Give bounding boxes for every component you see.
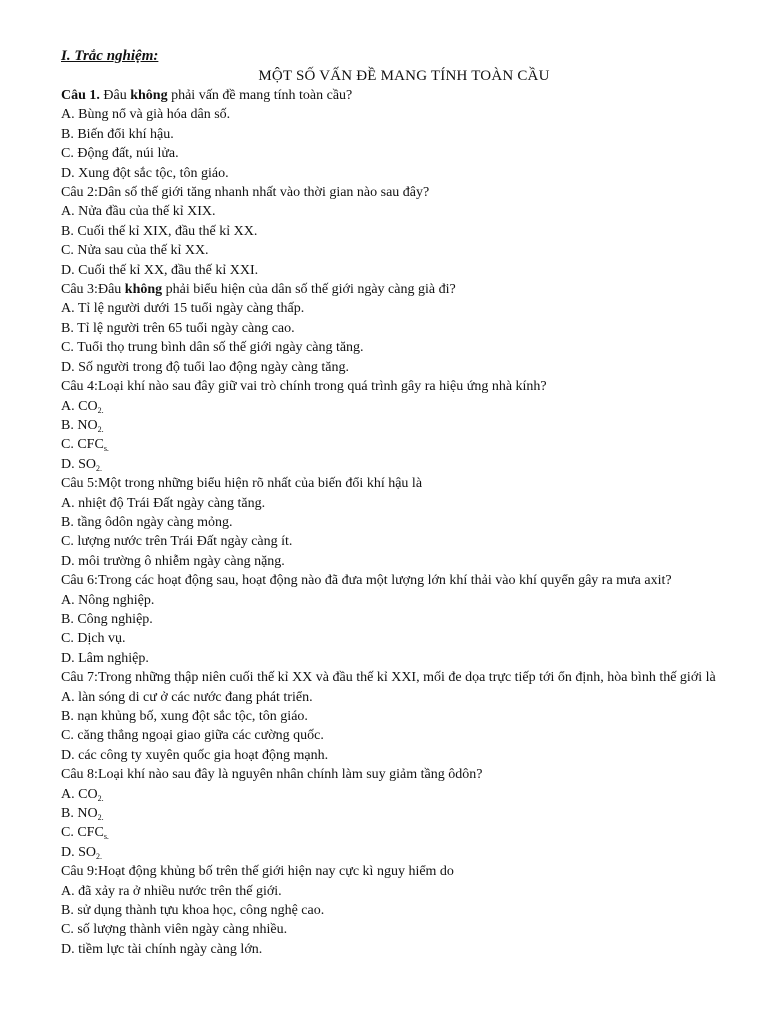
question-text: Đâu <box>97 282 125 298</box>
answer-option-b <box>61 125 741 144</box>
answer-option-a <box>61 299 741 318</box>
question-6 <box>61 571 741 668</box>
answer-option-a <box>61 397 741 416</box>
answer-option-c <box>61 241 741 260</box>
question-label: Câu 4: <box>61 379 98 395</box>
option-text: B. NO <box>61 806 98 822</box>
answer-option-a <box>61 785 741 804</box>
question-stem <box>61 668 741 687</box>
answer-option-c <box>61 823 741 842</box>
question-stem <box>61 377 741 396</box>
formula-subscript: 2. <box>97 424 104 434</box>
answer-option-b <box>61 319 741 338</box>
answer-option-d <box>61 455 741 474</box>
option-text: A. Nửa đầu của thế kỉ XIX. <box>61 204 216 220</box>
answer-option-a <box>61 882 741 901</box>
option-text: C. căng thẳng ngoại giao giữa các cường quốc. <box>61 728 324 744</box>
question-text: phải vấn đề mang tính toàn cầu? <box>167 88 353 103</box>
option-text: C. Nửa sau của thế kỉ XX. <box>61 243 209 259</box>
question-2 <box>61 183 741 280</box>
answer-option-d <box>61 164 741 183</box>
answer-option-c <box>61 532 741 551</box>
formula-subscript: 2. <box>96 851 103 861</box>
option-text: B. sử dụng thành tựu khoa học, công nghệ cao. <box>61 903 325 919</box>
question-text: Trong những thập niên cuối thế kỉ XX và đầu thế kỉ XXI, mối đe dọa trực tiếp tới ổn định, hòa bình thế giới là <box>97 670 716 686</box>
section-heading: I. Trắc nghiệm: <box>61 48 159 64</box>
answer-option-b <box>61 804 741 823</box>
option-text: B. Cuối thế kỉ XIX, đầu thế kỉ XX. <box>61 223 258 239</box>
question-text: Trong các hoạt động sau, hoạt động nào đã đưa một lượng lớn khí thải vào khí quyển gây ra mưa axit? <box>97 573 672 589</box>
formula-subscript: s. <box>103 832 109 842</box>
answer-option-c <box>61 144 741 163</box>
option-text: A. CO <box>61 786 98 802</box>
question-9 <box>61 862 741 959</box>
option-text: C. lượng nước trên Trái Đất ngày càng ít. <box>61 534 293 550</box>
question-stem <box>61 280 741 299</box>
answer-option-d <box>61 261 741 280</box>
question-emphasis: không <box>124 282 163 298</box>
question-text: Dân số thế giới tăng nhanh nhất vào thời gian nào sau đây? <box>97 185 430 201</box>
formula-subscript: 2. <box>96 463 103 473</box>
option-text: D. Xung đột sắc tộc, tôn giáo. <box>61 165 229 181</box>
option-text: A. nhiệt độ Trái Đất ngày càng tăng. <box>61 495 266 511</box>
question-label: Câu 3: <box>61 282 98 298</box>
question-3 <box>61 280 741 377</box>
option-text: C. Dịch vụ. <box>61 631 126 647</box>
answer-option-d <box>61 649 741 668</box>
answer-option-d <box>61 746 741 765</box>
option-text: D. môi trường ô nhiễm ngày càng nặng. <box>61 553 285 569</box>
question-stem <box>61 183 741 202</box>
answer-option-a <box>61 105 741 124</box>
question-label: Câu 2: <box>61 185 98 201</box>
answer-option-b <box>61 416 741 435</box>
option-text: A. Bùng nổ và già hóa dân số. <box>61 107 231 123</box>
answer-option-c <box>61 629 741 648</box>
question-label: Câu 8: <box>61 767 98 783</box>
question-text: Một trong những biểu hiện rõ nhất của biến đổi khí hậu là <box>97 476 423 492</box>
answer-option-b <box>61 707 741 726</box>
answer-option-b <box>61 513 741 532</box>
question-text: Hoạt động khủng bố trên thế giới hiện nay cực kì nguy hiểm do <box>97 864 454 880</box>
option-text: A. làn sóng di cư ở các nước đang phát triển. <box>61 689 313 705</box>
question-stem <box>61 86 741 105</box>
option-text: C. số lượng thành viên ngày càng nhiều. <box>61 922 288 938</box>
question-stem <box>61 474 741 493</box>
question-8 <box>61 765 741 862</box>
option-text: B. Công nghiệp. <box>61 611 153 627</box>
question-1 <box>61 86 741 183</box>
answer-option-c <box>61 435 741 454</box>
question-list <box>61 86 741 959</box>
answer-option-d <box>61 552 741 571</box>
question-label: Câu 5: <box>61 476 98 492</box>
question-label: Câu 9: <box>61 864 98 880</box>
question-label: Câu 1. <box>61 88 100 103</box>
answer-option-d <box>61 358 741 377</box>
question-label: Câu 7: <box>61 670 98 686</box>
option-text: D. các công ty xuyên quốc gia hoạt động mạnh. <box>61 747 329 763</box>
answer-option-d <box>61 940 741 959</box>
question-7 <box>61 668 741 765</box>
document-title: MỘT SỐ VẤN ĐỀ MANG TÍNH TOÀN CẦU <box>258 68 550 84</box>
option-text: D. Số người trong độ tuổi lao động ngày càng tăng. <box>61 359 349 375</box>
option-text: A. Tỉ lệ người dưới 15 tuổi ngày càng thấp. <box>61 301 305 317</box>
answer-option-a <box>61 591 741 610</box>
answer-option-a <box>61 688 741 707</box>
option-text: A. đã xảy ra ở nhiều nước trên thế giới. <box>61 883 282 899</box>
question-text: phải biểu hiện của dân số thế giới ngày càng già đi? <box>162 282 456 298</box>
answer-option-c <box>61 920 741 939</box>
question-4 <box>61 377 741 474</box>
question-stem <box>61 765 741 784</box>
question-text: Loại khí nào sau đây là nguyên nhân chính làm suy giảm tầng ôdôn? <box>97 767 483 783</box>
option-text: D. tiềm lực tài chính ngày càng lớn. <box>61 941 263 957</box>
document-content <box>61 47 741 959</box>
formula-subscript: 2. <box>97 813 104 823</box>
option-text: B. nạn khủng bố, xung đột sắc tộc, tôn giáo. <box>61 709 308 724</box>
answer-option-d <box>61 843 741 862</box>
question-text: Đâu <box>99 88 131 103</box>
answer-option-a <box>61 494 741 513</box>
option-text: A. CO <box>61 398 98 414</box>
question-stem <box>61 571 741 590</box>
answer-option-b <box>61 222 741 241</box>
option-text: B. Tỉ lệ người trên 65 tuổi ngày càng cao. <box>61 320 295 336</box>
answer-option-c <box>61 338 741 357</box>
formula-subscript: s. <box>103 444 109 454</box>
answer-option-c <box>61 726 741 745</box>
formula-subscript: 2. <box>97 793 104 803</box>
question-stem <box>61 862 741 881</box>
option-text: A. Nông nghiệp. <box>61 592 155 608</box>
option-text: B. Biến đổi khí hậu. <box>61 126 174 142</box>
option-text: C. Tuổi thọ trung bình dân số thế giới ngày càng tăng. <box>61 340 364 356</box>
question-emphasis: không <box>130 88 168 103</box>
option-text: C. CFC <box>61 437 104 453</box>
option-text: D. Lâm nghiệp. <box>61 650 149 666</box>
question-label: Câu 6: <box>61 573 98 589</box>
option-text: B. NO <box>61 417 98 433</box>
option-text: B. tầng ôdôn ngày càng mỏng. <box>61 514 233 530</box>
option-text: D. SO <box>61 456 97 472</box>
option-text: D. Cuối thế kỉ XX, đầu thế kỉ XXI. <box>61 262 259 278</box>
question-text: Loại khí nào sau đây giữ vai trò chính trong quá trình gây ra hiệu ứng nhà kính? <box>97 379 547 395</box>
question-5 <box>61 474 741 571</box>
answer-option-a <box>61 202 741 221</box>
answer-option-b <box>61 901 741 920</box>
option-text: C. Động đất, núi lửa. <box>61 146 179 162</box>
option-text: D. SO <box>61 844 97 860</box>
answer-option-b <box>61 610 741 629</box>
formula-subscript: 2. <box>97 405 104 415</box>
option-text: C. CFC <box>61 825 104 841</box>
